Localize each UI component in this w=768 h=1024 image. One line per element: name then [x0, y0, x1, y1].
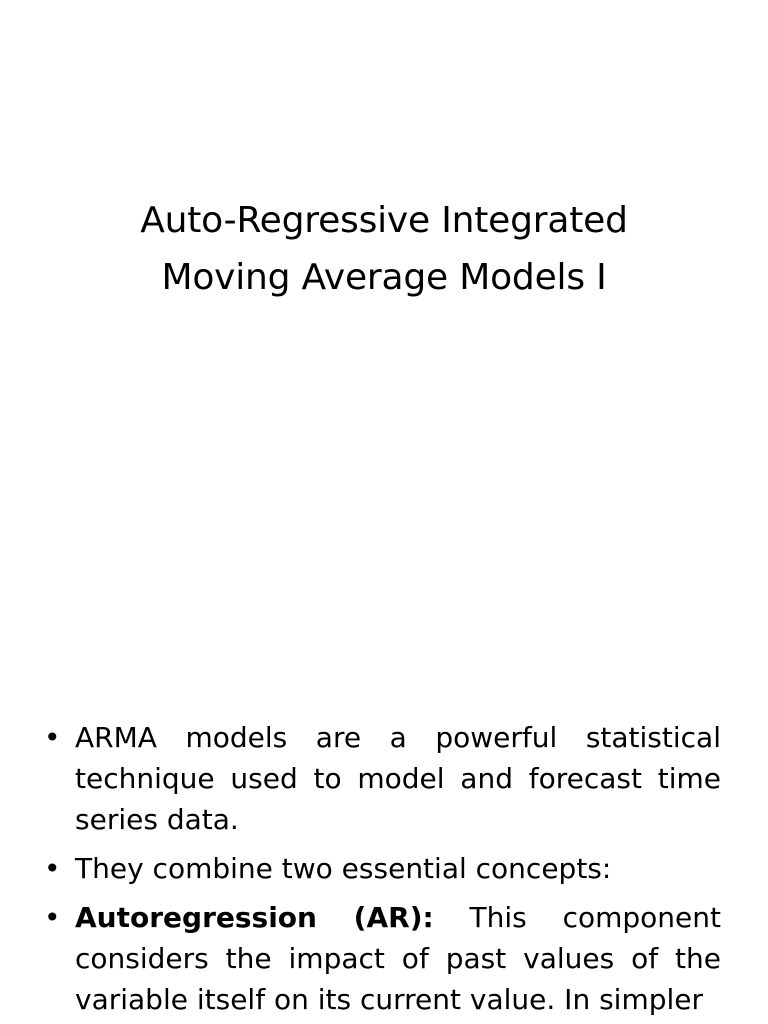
bullet-dot-icon: • [44, 721, 61, 754]
bullet-text: This component considers the impact of past values of the variable itself on its current value. In simpler [75, 901, 722, 1016]
bullet-dot-icon: • [44, 901, 61, 934]
slide-title [0, 192, 768, 306]
bullet-item-arma [0, 717, 721, 840]
title-line-2: Moving Average Models I [161, 257, 607, 298]
bullet-text: ARMA models are a powerful statistical technique used to model and forecast time series data. [75, 721, 721, 836]
bullet-item-concepts [0, 848, 721, 889]
bullet-dot-icon: • [44, 852, 61, 885]
bullet-text: They combine two essential concepts: [75, 852, 612, 885]
title-line-1: Auto-Regressive Integrated [140, 200, 628, 241]
bullet-list [0, 717, 768, 1024]
bullet-item-autoregression [0, 897, 721, 1020]
bullet-term: Autoregression (AR): [75, 901, 434, 934]
